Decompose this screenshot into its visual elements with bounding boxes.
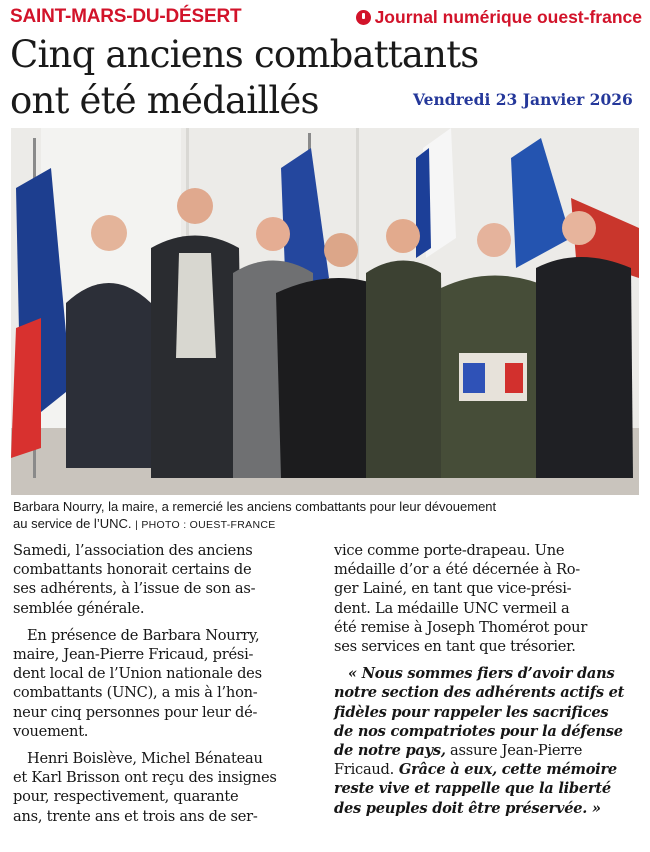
- caption-line-1: Barbara Nourry, la maire, a remercié les anciens combattants pour leur dévouement: [13, 499, 497, 514]
- source-label: [356, 7, 642, 28]
- article-line: En présence de Barbara Nourry,: [27, 626, 260, 644]
- quote-fragment: de notre pays,: [334, 742, 446, 760]
- paragraph-3: [13, 749, 321, 826]
- caption-line-2: [13, 515, 637, 534]
- quote-fragment: Grâce à eux, cette mémoire: [394, 761, 617, 779]
- article-line: ses services en tant que trésorier.: [334, 638, 576, 656]
- location-label: SAINT-MARS-DU-DÉSERT: [10, 6, 242, 27]
- article-line: semblée générale.: [13, 599, 145, 617]
- article-line: ans, trente ans et trois ans de ser-: [13, 807, 258, 825]
- article-line: et Karl Brisson ont reçu des insignes: [13, 769, 277, 787]
- photo-credit: | PHOTO : OUEST-FRANCE: [135, 519, 276, 531]
- article-line: notre section des adhérents actifs et: [334, 684, 625, 702]
- article-line: ses adhérents, à l’issue de son as-: [13, 580, 256, 598]
- article-line: combattants honorait certains de: [13, 561, 252, 579]
- article-line: médaille d’or a été décernée à Ro-: [334, 561, 580, 579]
- paragraph-2: [13, 626, 321, 741]
- masthead: [10, 6, 642, 30]
- article-line: neur cinq personnes pour leur dé-: [13, 703, 258, 721]
- headline-line-2: ont été médaillés: [10, 79, 319, 122]
- article-column-1: [13, 541, 321, 834]
- article-line: ger Lainé, en tant que vice-prési-: [334, 580, 572, 598]
- article-line: dent. La médaille UNC vermeil a: [334, 599, 570, 617]
- paragraph-1: [13, 541, 321, 618]
- article-line: [334, 760, 642, 779]
- article-line: dent local de l’Union nationale des: [13, 665, 262, 683]
- article-line: vice comme porte-drapeau. Une: [334, 542, 565, 559]
- paragraph-5-quote: [334, 664, 642, 818]
- article-column-2: [334, 541, 642, 826]
- article-line: été remise à Joseph Thomérot pour: [334, 618, 588, 636]
- attribution-fragment: Fricaud.: [334, 761, 395, 779]
- paragraph-4: [334, 541, 642, 656]
- source-text: Journal numérique ouest-france: [374, 7, 642, 27]
- ouest-france-logo-icon: [356, 10, 371, 25]
- article-line: combattants (UNC), a mis à l’hon-: [13, 684, 258, 702]
- publication-date: Vendredi 23 Janvier 2026: [413, 90, 633, 109]
- article-line: pour, respectivement, quarante: [13, 788, 239, 806]
- article-line: [334, 741, 642, 760]
- caption-line-2-text: au service de l’UNC.: [13, 516, 132, 531]
- group-photo-image: [11, 128, 639, 495]
- headline-line-1: Cinq anciens combattants: [10, 33, 479, 76]
- article-line: vouement.: [13, 722, 89, 740]
- attribution-fragment: assure Jean-Pierre: [445, 742, 583, 760]
- article-line: des peuples doit être préservée. »: [334, 799, 601, 817]
- article-line: reste vive et rappelle que la liberté: [334, 780, 611, 798]
- headline: [10, 32, 479, 124]
- article-line: Samedi, l’association des anciens: [13, 542, 253, 559]
- article-line: maire, Jean-Pierre Fricaud, prési-: [13, 646, 254, 664]
- group-photo: [11, 128, 639, 495]
- photo-caption: [13, 498, 637, 534]
- article-line: Henri Boislève, Michel Bénateau: [27, 750, 263, 768]
- article-line: fidèles pour rappeler les sacrifices: [334, 703, 609, 721]
- article-line: « Nous sommes fiers d’avoir dans: [348, 665, 615, 683]
- article-line: de nos compatriotes pour la défense: [334, 722, 623, 740]
